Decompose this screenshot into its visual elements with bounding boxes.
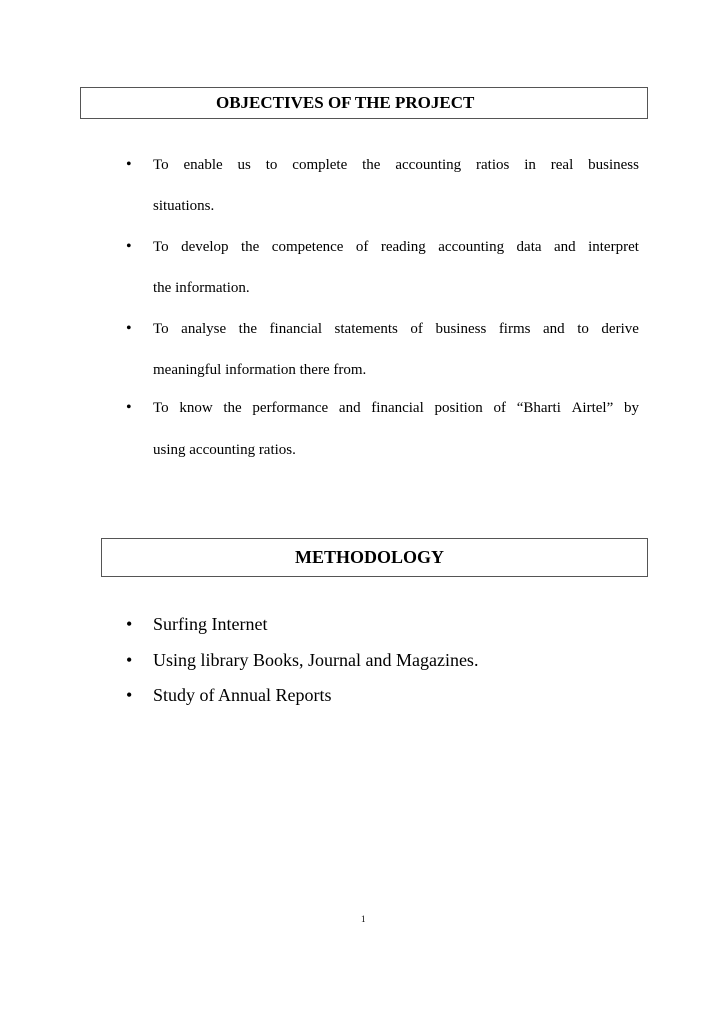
bullet-icon: • (126, 320, 132, 337)
bullet-icon: • (126, 650, 133, 670)
methodology-item-text: Using library Books, Journal and Magazines. (153, 650, 479, 670)
objectives-heading: OBJECTIVES OF THE PROJECT (216, 93, 475, 112)
objectives-heading-box (80, 87, 648, 119)
methodology-item-text: Study of Annual Reports (153, 685, 332, 705)
methodology-heading-box (101, 538, 648, 577)
bullet-icon: • (126, 399, 132, 416)
bullet-icon: • (126, 685, 133, 705)
objective-line-1: To develop the competence of reading accounting data and interpret (153, 239, 639, 255)
objective-line-1: To know the performance and financial position of “Bharti Airtel” by (153, 400, 639, 416)
methodology-item-text: Surfing Internet (153, 614, 268, 634)
bullet-icon: • (126, 238, 132, 255)
methodology-heading: METHODOLOGY (295, 547, 445, 567)
objective-line-1: To enable us to complete the accounting ratios in real business (153, 157, 639, 173)
objective-line-1: To analyse the financial statements of business firms and to derive (153, 321, 639, 337)
objective-line-2: using accounting ratios. (153, 442, 296, 458)
bullet-icon: • (126, 614, 133, 634)
objective-line-2: the information. (153, 280, 250, 296)
page-number: 1 (361, 914, 366, 924)
bullet-icon: • (126, 156, 132, 173)
objective-line-2: situations. (153, 198, 215, 214)
objective-line-2: meaningful information there from. (153, 362, 367, 378)
